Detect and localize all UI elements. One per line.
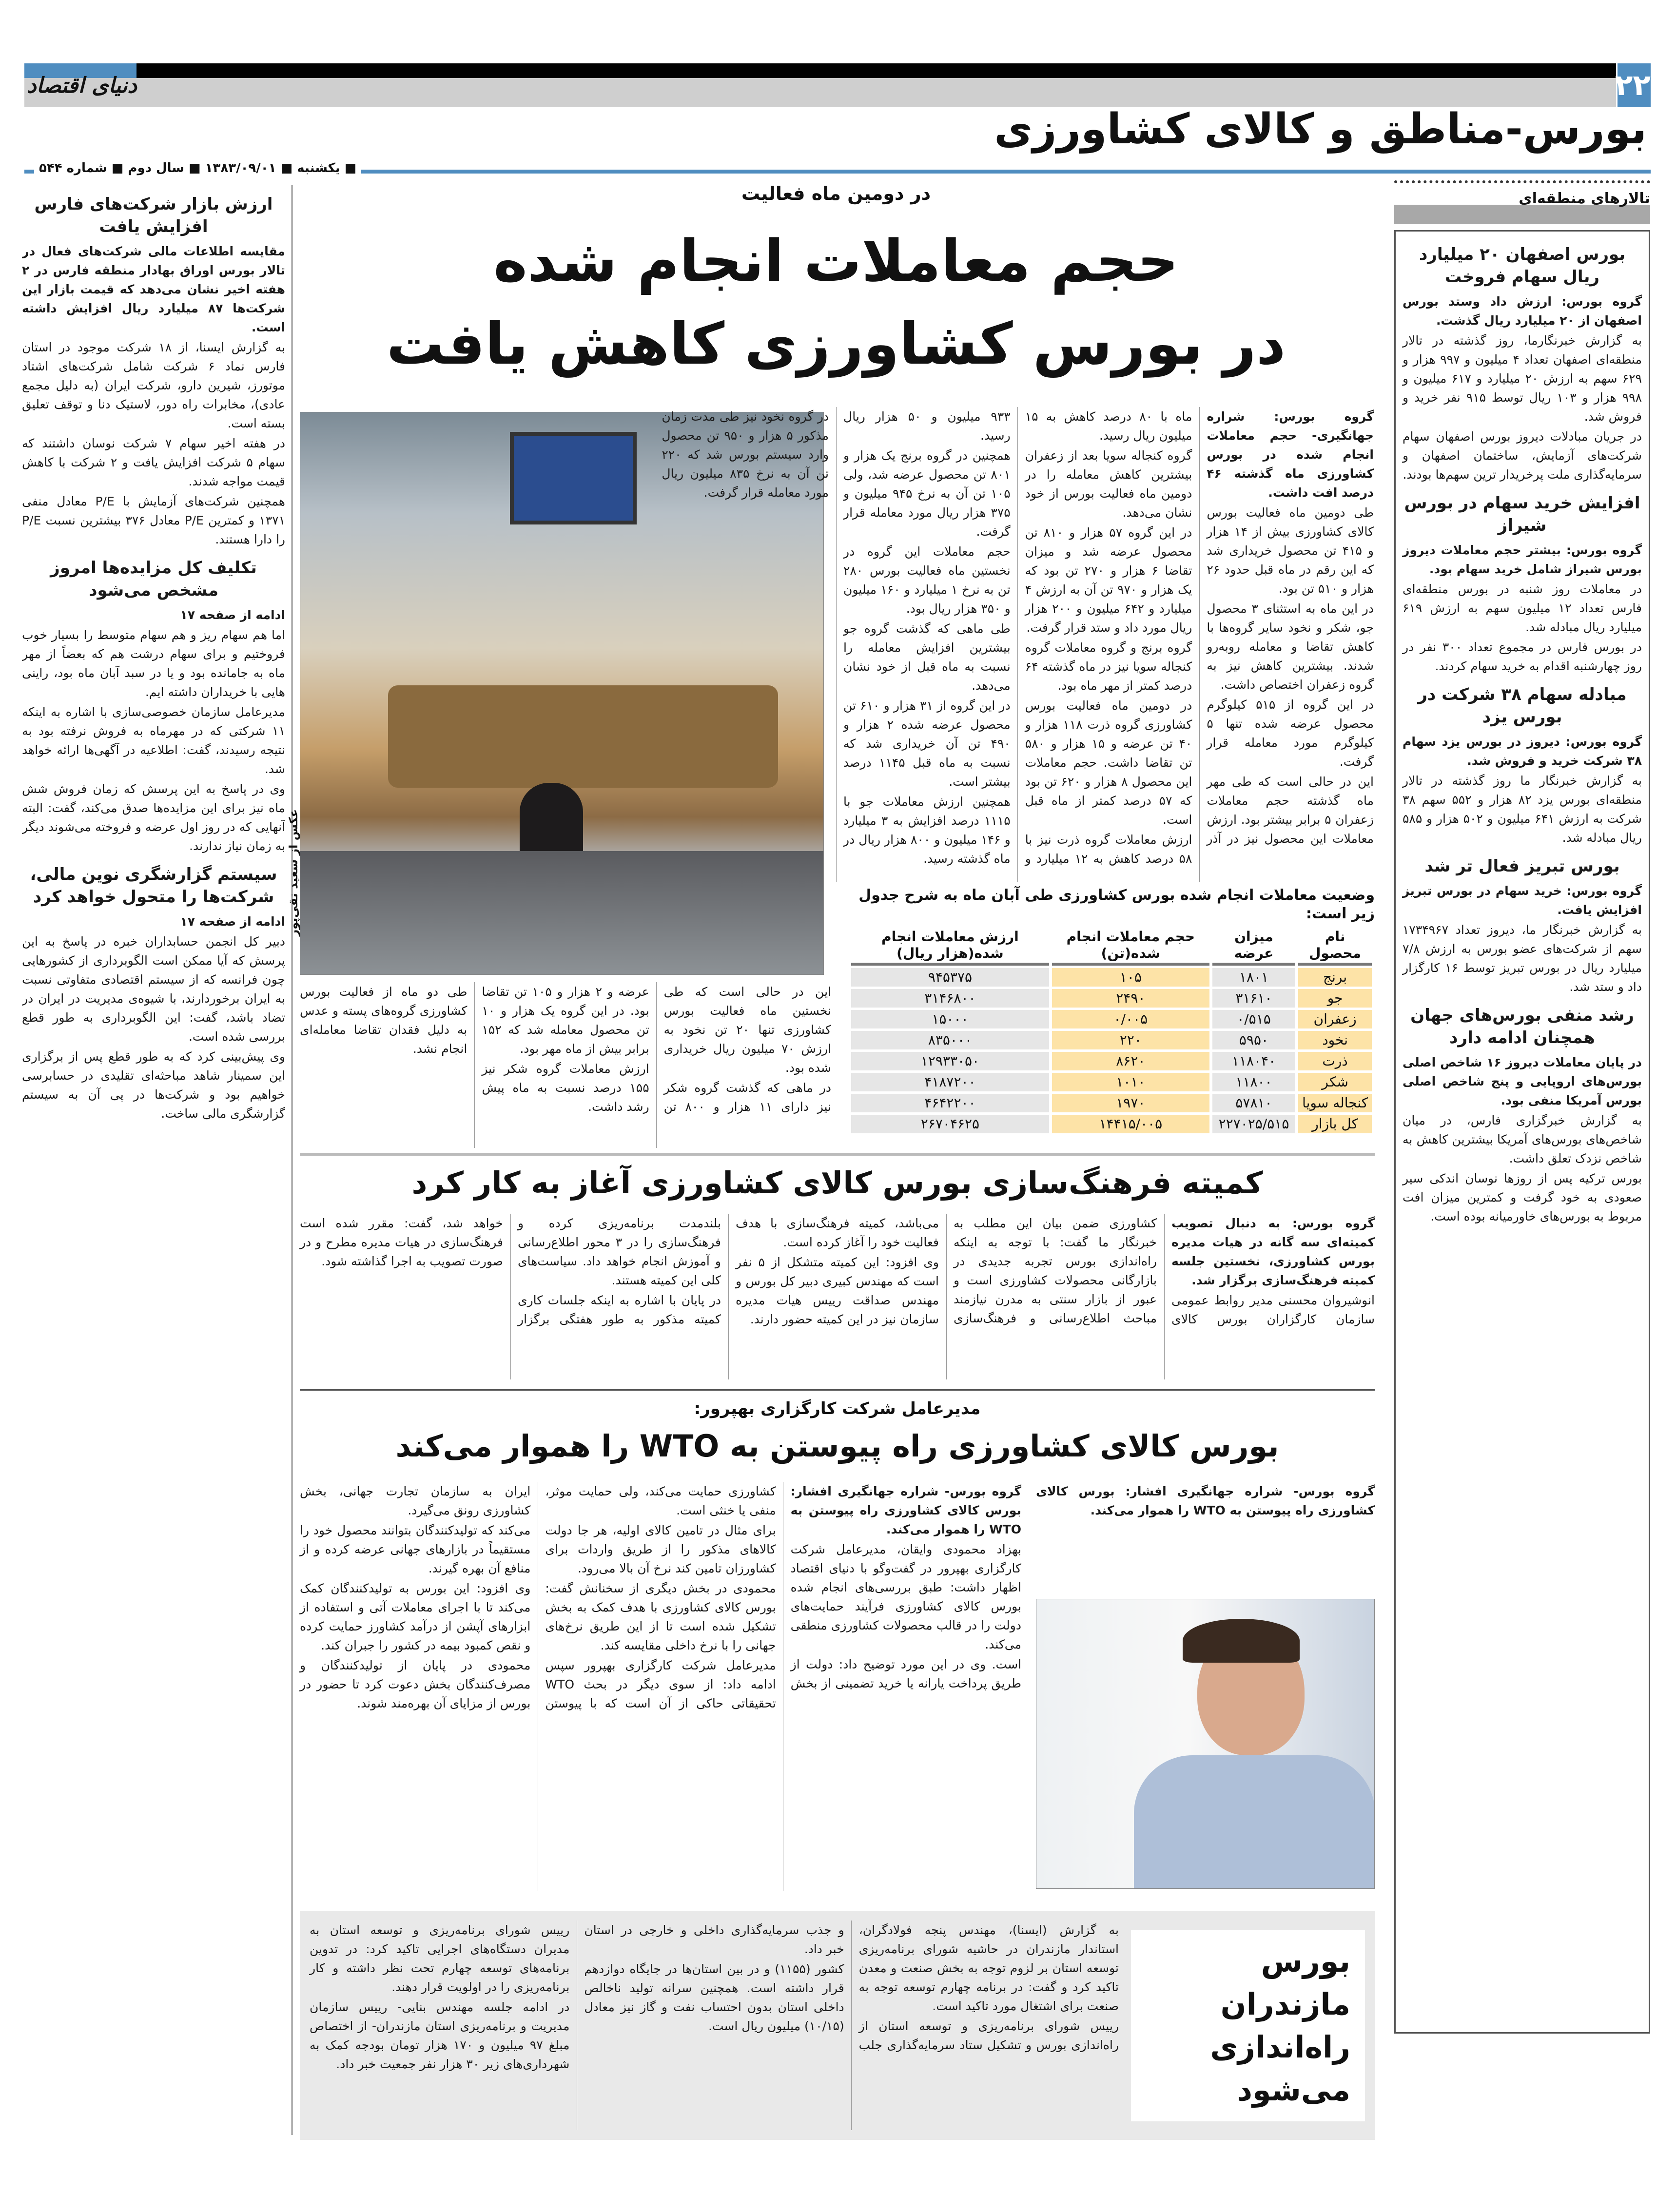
paragraph: بهزاد محمودی وایقان، مدیرعامل شرکت کارگزاری بهپرور در گفت‌وگو با دنیای اقتصاد اظهار داشت: طبق بررسی‌های انجام شده بورس کالای کشاورزی فرآیند حمایت‌های دولت را در قالب محصولات کشاورزی منطقی می‌کند. [790, 1542, 1021, 1651]
table-cell: کنجاله سویا [1298, 1094, 1372, 1112]
page-number: ۲۲ [1618, 63, 1651, 107]
person-hair [1183, 1619, 1300, 1663]
paragraph: همچنین ارزش معاملات جو با ۱۱۱۵ درصد افزایش به ۳ میلیارد و ۱۴۶ میلیون و ۸۰۰ هزار ریال در ماه گذشته رسید. [843, 795, 1011, 866]
main-headline-line-2: در بورس کشاورزی کاهش یافت [386, 310, 1286, 377]
story-headline: بورس اصفهان ۲۰ میلیارد ریال سهام فروخت [1419, 245, 1626, 287]
table-cell: ۱۲۹۳۳۰۵۰ [851, 1052, 1049, 1070]
table-title: وضعیت معاملات انجام شده بورس کشاورزی طی آبان ماه به شرح جدول زیر است: [858, 887, 1375, 922]
paragraph: ارزش معاملات گروه شکر نیز ۱۵۵ درصد نسبت به ماه پیش رشد داشت. [482, 1062, 649, 1114]
table-cell: برنج [1298, 968, 1372, 987]
paragraph: انوشیروان محسنی مدیر روابط عمومی سازمان کارگزاران بورس کالای کشاورزی ضمن بیان این مطلب به خبرنگار ما گفت: با توجه به اینکه راه‌اندازی بورس تجربه جدیدی در بازارگانی محصولات کشاورزی است و عبور از بازار سنتی به مدرن نیازمند مباحث اطلاع‌رسانی و فرهنگ‌سازی می‌باشد، کمیته فرهنگ‌سازی با هدف فعالیت خود را آغاز کرده است. [736, 1216, 1375, 1326]
table-cell: ۴۱۸۷۲۰۰ [851, 1073, 1049, 1091]
paragraph: در بورس فارس در مجموع تعداد ۳۰۰ نفر در روز چهارشنبه اقدام به خرید سهام کردند. [1403, 640, 1642, 673]
paragraph: در دومین ماه فعالیت بورس کشاورزی گروه ذرت ۱۱۸ هزار و ۴۰ تن عرضه و ۱۵ هزار و ۵۸۰ تن تقاضا داشت. حجم معاملات این محصول ۸ هزار و ۶۲۰ تن بود که ۵۷ درصد کمتر از ماه قبل است. [1025, 699, 1192, 827]
paragraph: برای مثال در تامین کالای اولیه، هر جا دولت کالاهای مذکور را از طریق واردات برای کشاورزان تامین کند نرخ آن بالا می‌رود. [545, 1523, 776, 1575]
table-cell: ۴۶۴۲۲۰۰ [851, 1094, 1049, 1112]
table-row [851, 989, 1372, 1008]
trading-desks [300, 851, 824, 975]
mazandaran-article-body [310, 1921, 1119, 2130]
table-cell: ۵۷۸۱۰ [1212, 1094, 1295, 1112]
mazandaran-headline: بورس مازندران راه‌اندازی می‌شود [1131, 1930, 1365, 2121]
story-headline: تکلیف کل مزایده‌ها امروز مشخص می‌شود [50, 558, 257, 600]
paragraph: طی ماهی که گذشت گروه جو بیشترین افزایش معامله را نسبت به ماه قبل از خود نشان می‌دهد. [843, 621, 1011, 693]
table-row [851, 1094, 1372, 1112]
story-lead: گروه بورس: دیروز در بورس یزد سهام ۳۸ شرکت خرید و فروش شد. [1403, 735, 1642, 768]
paragraph: همچنین در گروه برنج یک هزار و ۸۰۱ تن محصول عرضه شد، ولی ۱۰۵ تن آن به نرخ ۹۴۵ میلیون و ۳۷۵ هزار ریال مورد معامله قرار گرفت. [843, 448, 1011, 539]
trade-table-block [848, 886, 1375, 1136]
paragraph: مدیرعامل سازمان خصوصی‌سازی با اشاره به اینکه ۱۱ شرکتی که در مهرماه به فروش نرفته بود به نتیجه رسیدند، گفت: اطلاعیه در آگهی‌ها ارائه خواهد شد. [22, 705, 285, 776]
paragraph: به گزارش خبرگزاری فارس، در میان شاخص‌های بورس‌های آمریکا بیشترین کاهش به شاخص نزدک تعلق داشت. [1403, 1113, 1642, 1165]
paragraph: به گزارش خبرنگار ما، دیروز تعداد ۱۷۳۴۹۶۷ سهم از شرکت‌های عضو بورس به ارزش ۷/۸ میلیارد ریال در بورس تبریز توسط ۱۶ کارگزار داد و ستد شد. [1403, 923, 1642, 994]
paragraph: وی افزود: این کمیته متشکل از ۵ نفر است که مهندس کبیری دبیر کل بورس و مهندس صداقت رییس هیات مدیره سازمان نیز در این کمیته حضور دارند. [736, 1255, 939, 1326]
paragraph: این در حالی است که طی نخستین ماه فعالیت بورس کشاورزی تنها ۲۰ تن نخود به ارزش ۷۰ میلیون ریال خریداری شده بود. [663, 985, 831, 1075]
paragraph: گروه برنج و گروه معاملات گروه کنجاله سویا نیز در ماه گذشته ۶۴ درصد کمتر از مهر ماه بود. [1025, 640, 1192, 693]
paragraph: مدیرعامل شرکت کارگزاری بهپرور سپس ادامه داد: از سوی دیگر در بحث WTO تحقیقاتی حاکی از آن است که با پیوستن ایران به سازمان تجارت جهانی، بخش کشاورزی رونق می‌گیرد. [300, 1484, 776, 1710]
table-cell: جو [1298, 989, 1372, 1008]
main-headline [297, 219, 1375, 385]
story-lead: در پایان معاملات دیروز ۱۶ شاخص اصلی بورس‌های اروپایی و پنج شاخص اصلی بورس آمریکا منفی بود. [1403, 1055, 1642, 1107]
paragraph: وی پیش‌بینی کرد که به طور قطع پس از برگزاری این سمینار شاهد مباحثه‌ای تقلیدی در حسابرسی خواهیم بود و شرکت‌ها در پی آن به سیستم گزارشگری مالی ساخت. [22, 1049, 285, 1121]
paragraph: گروه بورس- شراره جهانگیری افشار: بورس کالای کشاورزی راه پیوستن به WTO را هموار می‌کند. [790, 1484, 1021, 1536]
paragraph: به گزارش (ایسنا)، مهندس پنجه فولادگران، استاندار مازندران در حاشیه شورای برنامه‌ریزی توسعه استان بر لزوم توجه به بخش صنعت و معدن تاکید کرد و گفت: در برنامه چهارم توسعه توجه به صنعت برای اشتغال مورد تاکید است. [858, 1923, 1119, 2013]
right-column [1394, 180, 1650, 2034]
table-row [851, 1031, 1372, 1049]
paragraph: می‌کند که تولیدکنندگان بتوانند محصول خود را مستقیماً در بازارهای جهانی عرضه کرده و از منافع آن بهره گیرند. [300, 1523, 531, 1575]
table-cell: ۱۵۰۰۰ [851, 1010, 1049, 1028]
story-lead: ادامه از صفحه ۱۷ [180, 914, 285, 929]
paragraph: گروه بورس: به دنبال تصویب کمیته‌ای سه گانه در هیات مدیره بورس کشاورزی، نخستین جلسه کمیته فرهنگ‌سازی برگزار شد. [1171, 1216, 1375, 1287]
column-header: ارزش معاملات انجام شده(هزار ریال) [851, 928, 1049, 966]
table-cell: ذرت [1298, 1052, 1372, 1070]
mazandaran-box [300, 1911, 1375, 2140]
table-cell: ۰/۵۱۵ [1212, 1010, 1295, 1028]
story-headline: افزایش خرید سهام در بورس شیراز [1404, 493, 1640, 535]
table-cell: نخود [1298, 1031, 1372, 1049]
masthead-band [24, 78, 1616, 107]
story-lead: گروه بورس: ارزش داد وستد بورس اصفهان از ۲۰ میلیارد ریال گذشت. [1403, 294, 1642, 328]
paragraph: حجم معاملات این گروه در نخستین ماه فعالیت بورس ۲۸۰ تن به نرخ ۱ میلیارد و ۱۶۰ میلیون و ۳۵۰ هزار ریال بود. [843, 544, 1011, 616]
paragraph: طی دو ماه از فعالیت بورس کشاورزی گروه‌های پسته و عدس به دلیل فقدان تقاضا معامله‌ای انجام نشد. [300, 985, 468, 1056]
story-headline: بورس تبریز فعال تر شد [1424, 856, 1620, 876]
culture-headline: کمیته فرهنگ‌سازی بورس کالای کشاورزی آغاز به کار کرد [411, 1165, 1263, 1201]
table-row [851, 1115, 1372, 1133]
person-shirt [1134, 1755, 1375, 1889]
table-cell: ۵۹۵۰ [1212, 1031, 1295, 1049]
story-headline: مبادله سهام ۳۸ شرکت در بورس یزد [1418, 685, 1627, 727]
story-lead: گروه بورس: خرید سهام در بورس تبریز افزایش یافت. [1403, 884, 1642, 917]
table-cell: ۱۴۴۱۵/۰۰۵ [1052, 1115, 1209, 1133]
paragraph: این در حالی است که طی مهر ماه گذشته حجم معاملات زعفران ۵ برابر بیشتر بود. ارزش معاملات این محصول نیز در آذر ماه با ۸۰ درصد کاهش به ۱۵ میلیون ریال رسید. [1025, 409, 1374, 846]
paragraph: همچنین شرکت‌های آزمایش با P/E معادل منفی ۱۳۷۱ و کمترین P/E معادل ۳۷۶ بیشترین نسبت P/E را دارا هستند. [22, 494, 285, 546]
paragraph: بلندمدت برنامه‌ریزی کرده و فرهنگ‌سازی را در ۳ محور اطلاع‌رسانی و آموزش انجام خواهد داد. سیاست‌های کلی این کمیته هستند. [518, 1216, 721, 1287]
table-row [851, 1073, 1372, 1091]
table-header-row [851, 928, 1372, 966]
table-row [851, 1052, 1372, 1070]
paragraph: به گزارش خبرنگارما، روز گذشته در تالار منطقه‌ای اصفهان تعداد ۴ میلیون و ۹۹۷ هزار و ۶۲۹ سهم به ارزش ۲۰ میلیارد و ۶۱۷ میلیون و ۹۹۸ هزار و ۱۰۳ ریال توسط ۹۱۵ نفر خرید و فروش شد. [1403, 333, 1642, 424]
table-cell: ۱۱۸۰۰ [1212, 1073, 1295, 1091]
table-cell: ۰/۰۰۵ [1052, 1010, 1209, 1028]
table-cell: شکر [1298, 1073, 1372, 1091]
column-header: نام محصول [1298, 928, 1372, 966]
paragraph: رییس شورای برنامه‌ریزی و توسعه استان از راه‌اندازی بورس و تشکیل ستاد سرمایه‌گذاری جلب و جذب سرمایه‌گذاری داخلی و خارجی در استان خبر داد. [584, 1923, 1119, 2052]
paragraph: به گزارش خبرنگار ما روز گذشته در تالار منطقه‌ای بورس یزد ۸۲ هزار و ۵۵۲ سهم ۳۸ شرکت به ارزش ۶۴۱ میلیون و ۵۰۲ هزار و ۵۸۵ ریال مبادله شد. [1403, 774, 1642, 845]
paragraph: در پایان با اشاره به اینکه جلسات کاری کمیته مذکور به طور هفتگی برگزار خواهد شد، گفت: مقرر شده است فرهنگ‌سازی در هیات مدیره مطرح و در صورت تصویب به اجرا گذاشته شود. [300, 1216, 721, 1326]
table-cell: ۳۱۶۱۰ [1212, 989, 1295, 1008]
paragraph: وی افزود: این بورس به تولیدکنندگان کمک می‌کند تا با اجرای معاملات آتی و استفاده از ابزارهای آپشن از درآمد کشاورز حمایت کرده و نقص کمبود بیمه در کشور را جبران کند. [300, 1581, 531, 1652]
paragraph: به گزارش ایسنا، از ۱۸ شرکت موجود در استان فارس نماد ۶ شرکت شامل شرکت‌های اشتاد موتورز، شیرین دارو، شرکت ایران (به دلیل مجمع عادی)، مخابرات راه دور، لاستیک دنا و توقف تعلیق بسته است. [22, 340, 285, 430]
trade-table [848, 925, 1375, 1136]
section-rule [300, 1153, 1375, 1156]
section-rule [300, 1389, 1375, 1391]
table-cell: ۱۰۵ [1052, 968, 1209, 987]
table-cell: ۹۴۵۳۷۵ [851, 968, 1049, 987]
table-cell: زعفران [1298, 1010, 1372, 1028]
regional-stories [1394, 230, 1650, 2034]
main-article-body [662, 407, 1374, 882]
table-cell: ۲۴۹۰ [1052, 989, 1209, 1008]
section-title: بورس-مناطق و کالای کشاورزی [994, 105, 1647, 154]
table-cell: ۲۶۷۰۴۶۲۵ [851, 1115, 1049, 1133]
photo-credit: عکس از سعید تقی‌پور [287, 809, 300, 936]
table-cell: ۸۳۵۰۰۰ [851, 1031, 1049, 1049]
paragraph: در جریان مبادلات دیروز بورس اصفهان سهام شرکت‌های آزمایش، ساختمان اصفهان و سرمایه‌گذاری ملت پرخریدار ترین سهم‌ها بودند. [1403, 429, 1642, 482]
left-column [22, 185, 285, 2115]
paragraph: محمودی در پایان از تولیدکنندگان و مصرف‌کنندگان بخش دعوت کرد تا حضور در بورس از مزایای آن بهره‌مند شوند. [300, 1658, 531, 1710]
newspaper-logo: دنیای اقتصاد [27, 73, 137, 98]
paragraph: در هفته اخیر سهام ۷ شرکت نوسان داشتند که سهام ۵ شرکت افزایش یافت و ۲ شرکت با کاهش قیمت مواجه شدند. [22, 436, 285, 488]
paragraph: اما هم سهام ریز و هم سهام متوسط را بسیار خوب فروختیم و برای سهام درشت هم که بعضاً از مهر ماه به جامانده بود و یا در سبد آبان ماه بود، راینی هایی با خریداران داشته ایم. [22, 628, 285, 699]
paragraph: در گروه نخود نیز طی مدت زمان مذکور ۵ هزار و ۹۵۰ تن محصول وارد سیستم بورس شد که ۲۲۰ تن آن به نرخ ۸۳۵ میلیون ریال مورد معامله قرار گرفت. [662, 409, 829, 500]
exchange-sign [388, 685, 778, 788]
main-headline-line-1: حجم معاملات انجام شده [493, 227, 1179, 294]
table-cell: ۱۰۱۰ [1052, 1073, 1209, 1091]
paragraph: در ادامه جلسه مهندس بنایی- رییس سازمان مدیریت و برنامه‌ریزی استان مازندران- از اختصاص مبلغ ۹۷ میلیون و ۱۷۰ هزار تومان بودجه کمک به شهرداری‌های زیر ۳۰ هزار نفر جمعیت خبر داد. [310, 2000, 570, 2071]
executive-photo [1036, 1599, 1375, 1889]
table-row [851, 1010, 1372, 1028]
table-cell: ۱۸۰۱ [1212, 968, 1295, 987]
wto-article-lead [1036, 1482, 1375, 1589]
paragraph: رییس شورای برنامه‌ریزی و توسعه استان به مدیران دستگاه‌های اجرایی تاکید کرد: در تدوین برنامه‌های توسعه چهارم تحت نظر داشته و کار برنامه‌ریزی را در اولویت قرار دهند. [310, 1923, 570, 1994]
dateline: ■ یکشنبه ■ ۱۳۸۳/۰۹/۰۱ ■ سال دوم ■ شماره ۵۴۴ [34, 161, 361, 175]
column-header: حجم معاملات انجام شده(تن) [1052, 928, 1209, 966]
table-cell: ۱۱۸۰۴۰ [1212, 1052, 1295, 1070]
paragraph: در این گروه از ۵۱۵ کیلوگرم محصول عرضه شده تنها ۵ کیلوگرم مورد معامله قرار گرفت. [1207, 698, 1374, 769]
paragraph: ارزش معاملات گروه ذرت نیز با ۵۸ درصد کاهش به ۱۲ میلیارد و ۹۳۳ میلیون و ۵۰ هزار ریال رسید. [843, 409, 1192, 866]
story-headline: ارزش بازار شرکت‌های فارس افزایش یافت [34, 194, 273, 236]
paragraph: محمودی در بخش دیگری از سخنانش گفت: بورس کالای کشاورزی با هدف کمک به بخش تشکیل شده است تا از این طریق نرخ‌های جهانی را با نرخ داخلی مقایسه کند. [545, 1581, 776, 1652]
paragraph: بورس ترکیه پس از روزها نوسان اندکی سیر صعودی به خود گرفت و کمترین میزان افت مربوط به بورس‌های خاورمیانه بوده است. [1403, 1171, 1642, 1223]
story-lead: مقایسه اطلاعات مالی شرکت‌های فعال در تالار بورس اوراق بهادار منطقه فارس در ۲ هفته اخیر نشان می‌دهد که قیمت بازار این شرکت‌ها ۸۷ میلیارد ریال افزایش داشته است. [22, 244, 285, 334]
paragraph: کشور (۱۱۵۵) و در بین استان‌ها در جایگاه دوازدهم قرار داشته است. همچنین سرانه تولید ناخالص داخلی استان بدون احتساب نفت و گاز نیز معادل (۱۰/۱۵) میلیون ریال است. [584, 1962, 844, 2033]
paragraph: وی در پاسخ به این پرسش که زمان فروش شش ماه نیز برای این مزایده‌ها صدق می‌کند، گفت: البته آنهایی که در روز اول عرضه و فروخته می‌شوند دیگر به زمان نیاز ندارند. [22, 782, 285, 853]
wto-lead: گروه بورس- شراره جهانگیری افشار: بورس کالای کشاورزی راه پیوستن به WTO را هموار می‌کند. [1036, 1484, 1375, 1517]
paragraph: طی دومین ماه فعالیت بورس کالای کشاورزی بیش از ۱۴ هزار و ۴۱۵ تن محصول خریداری شد که این رقم در ماه قبل حدود ۲۶ هزار و ۵۱۰ تن بود. [1207, 505, 1374, 596]
paragraph: در این ماه به استثنای ۳ محصول جو، شکر و نخود سایر گروه‌ها با کاهش تقاضا و معامله روبه‌رو شدند. بیشترین کاهش نیز به گروه زعفران اختصاص داشت. [1207, 602, 1374, 692]
paragraph: گروه بورس: شراره جهانگیری- حجم معاملات انجام شده در بورس کشاورزی ماه گذشته ۴۶ درصد افت داشت. [1207, 409, 1374, 500]
table-cell: ۲۲۰ [1052, 1031, 1209, 1049]
regional-halls-header: تالارهای منطقه‌ای [1394, 180, 1650, 224]
story-lead: گروه بورس: بیشتر حجم معاملات دیروز بورس شیراز شامل خرید سهام بود. [1403, 543, 1642, 576]
story-headline: سیستم گزارشگری نوین مالی، شرکت‌ها را متحول خواهد کرد [30, 865, 277, 907]
main-article-continued [300, 982, 831, 1148]
culture-article-body [300, 1214, 1375, 1379]
table-cell: ۳۱۴۶۸۰۰ [851, 989, 1049, 1008]
paragraph: گروه کنجاله سویا بعد از زعفران بیشترین کاهش معامله را در دومین ماه فعالیت بورس از خود نشان می‌دهد. [1025, 448, 1192, 520]
display-screen [510, 432, 637, 524]
table-cell: ۱۹۷۰ [1052, 1094, 1209, 1112]
main-kicker: در دومین ماه فعالیت [741, 183, 931, 204]
paragraph: در معاملات روز شنبه در بورس منطقه‌ای فارس تعداد ۱۲ میلیون سهم به ارزش ۶۱۹ میلیارد ریال مبادله شد. [1403, 582, 1642, 634]
table-cell: ۲۲۷۰۲۵/۵۱۵ [1212, 1115, 1295, 1133]
column-header: میزان عرضه [1212, 928, 1295, 966]
masthead-bar [24, 63, 1616, 78]
story-lead: ادامه از صفحه ۱۷ [180, 608, 285, 622]
table-row [851, 968, 1372, 987]
paragraph: در این گروه ۵۷ هزار و ۸۱۰ تن محصول عرضه شد و میزان تقاضا ۶ هزار و ۲۷۰ تن بود که یک هزار و ۹۷۰ تن آن به ارزش ۴ میلیارد و ۶۴۲ میلیون و ۲۰۰ هزار ریال مورد داد و ستد قرار گرفت. [1025, 525, 1192, 635]
table-cell: کل بازار [1298, 1115, 1372, 1133]
wto-headline: بورس کالای کشاورزی راه پیوستن به WTO را هموار می‌کند [395, 1428, 1279, 1464]
wto-kicker: مدیرعامل شرکت کارگزاری بهپرور: [694, 1399, 981, 1418]
paragraph: در این گروه از ۳۱ هزار و ۶۱۰ تن محصول عرضه شده ۲ هزار و ۴۹۰ تن آن خریداری شد که نسبت به ماه قبل ۱۱۴۵ درصد بیشتر است. [843, 699, 1011, 789]
story-headline: رشد منفی بورس‌های جهان همچنان ادامه دارد [1410, 1006, 1634, 1048]
wto-article-body [300, 1482, 1021, 1891]
paragraph: است. وی در این مورد توضیح داد: دولت از طریق پرداخت یارانه یا خرید تضمینی از بخش کشاورزی حمایت می‌کند، ولی حمایت موثر، منفی یا خنثی است. [545, 1484, 1021, 1690]
paragraph: دبیر کل انجمن حسابداران خبره در پاسخ به این پرسش که آیا ممکن است الگوبرداری از کشورهایی چون فرانسه که از سیستم اقتصادی متفاوتی نسبت به ایران برخوردارند، با شیوه‌ی مدیریت در ایران در تضاد باشد، گفت: این الگوبرداری به طور قطع بررسی شده است. [22, 934, 285, 1044]
paragraph: در ماهی که گذشت گروه شکر نیز دارای ۱۱ هزار و ۸۰۰ تن عرضه و ۲ هزار و ۱۰۵ تن تقاضا بود. در این گروه یک هزار و ۱۰ تن محصول معامله شد که ۱۵۲ برابر بیش از ماه مهر بود. [482, 985, 832, 1114]
table-cell: ۸۶۲۰ [1052, 1052, 1209, 1070]
